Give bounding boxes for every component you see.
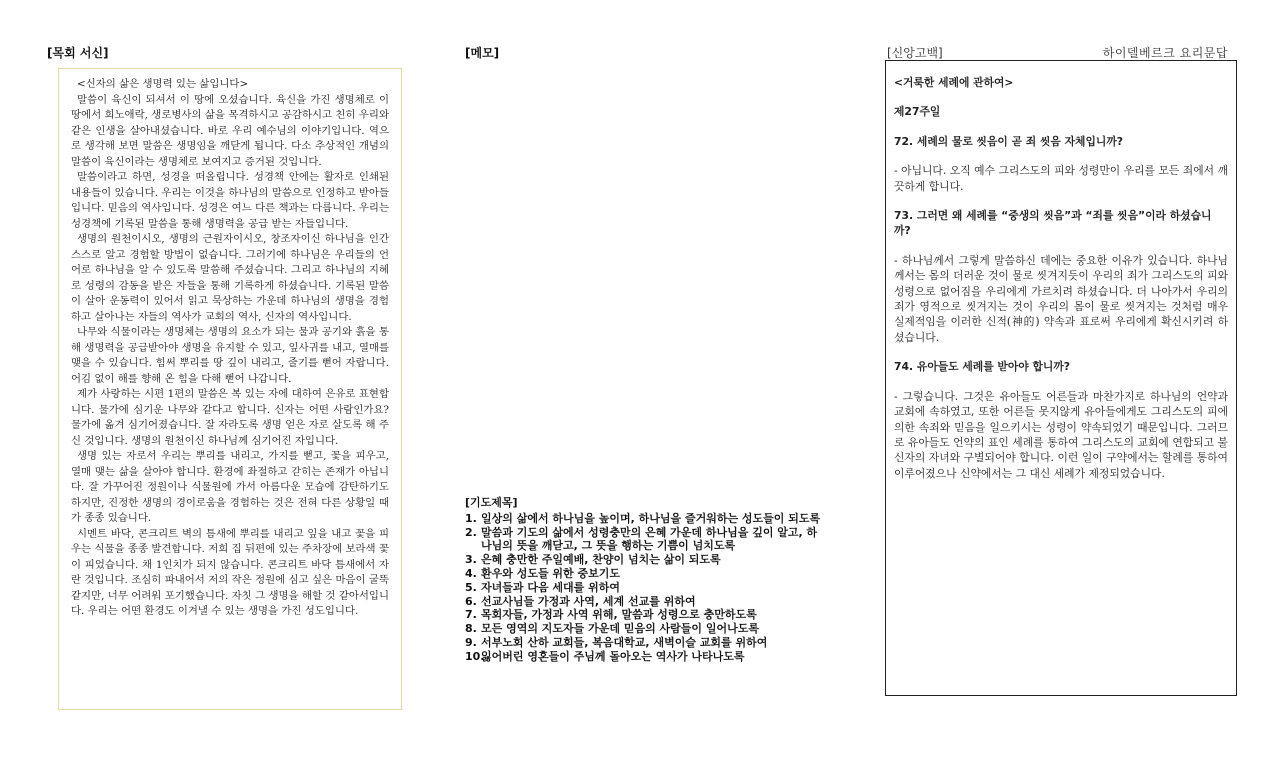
creed-answer: - 하나님께서 그렇게 말씀하신 데에는 중요한 이유가 있습니다. 하나님께서는 몸의 더러운 것이 물로 씻겨지듯이 우리의 죄가 그리스도의 피와 성령으로 없어짐을 우리에게 가르치려 하셨습니다. 더 나아가서 우리의 죄가 영적으로 씻겨지는 것이 우리의 몸이 물로 씻겨지는 것처럼 매우 실제적임을 이러한 신적(神的) 약속과 표로써 우리에게 확신시키려 하셨습니다. [894, 253, 1228, 344]
prayer-text: 일상의 삶에서 하나님을 높이며, 하나님을 즐거워하는 성도들이 되도록 [481, 511, 821, 525]
pastor-letter-paragraph: 말씀이 육신이 되셔서 이 땅에 오셨습니다. 육신을 가진 생명체로 이 땅에서 희노애락, 생로병사의 삶을 목격하시고 공감하시고 친히 우리와 같은 인생을 살아내셨습니다. 바로 우리 예수님의 이야기입니다. 역으로 생각해 보면 말씀은 생명임을 깨닫게 됩니다. 다소 추상적인 개념의 말씀이 육신이라는 생명체로 보여지고 증거된 것입니다. [71, 93, 389, 168]
prayer-text: 환우와 성도들 위한 중보기도 [481, 566, 620, 580]
pastor-letter-paragraph: 말씀이라고 하면, 성경을 떠올립니다. 성경책 안에는 활자로 인쇄된 내용들이 있습니다. 우리는 이것을 하나님의 말씀으로 인정하고 받아들입니다. 믿음의 역사입니다. 성경은 여느 다른 책과는 다릅니다. 우리는 성경책에 기록된 말씀을 통해 생명력을 공급 받는 자들입니다. [71, 171, 389, 230]
creed-source: 하이델베르크 요리문답 [1102, 46, 1228, 60]
pastor-letter-heading: [목회 서신] [47, 46, 109, 60]
prayer-item [465, 567, 825, 581]
creed-question: 73. 그러면 왜 세례를 “중생의 씻음”과 “죄를 씻음”이라 하셨습니까? [894, 209, 1212, 238]
prayer-text: 말씀과 기도의 삶에서 성령충만의 은혜 가운데 하나님을 깊이 알고, 하나님의 뜻을 깨닫고, 그 뜻을 행하는 기쁨이 넘치도록 [481, 525, 818, 553]
prayer-item [465, 608, 825, 622]
prayer-number: 10. [465, 649, 485, 663]
prayer-item [465, 595, 825, 609]
prayer-text: 잃어버린 영혼들이 주님께 돌아오는 역사가 나타나도록 [481, 649, 745, 663]
prayer-text: 은혜 충만한 주일예배, 찬양이 넘치는 삶이 되도록 [481, 553, 721, 567]
prayer-number: 9. [465, 635, 477, 649]
prayer-number: 7. [465, 608, 477, 622]
pastor-letter-paragraph: 제가 사랑하는 시편 1편의 말씀은 복 있는 자에 대하여 은유로 표현합니다. 물가에 심기운 나무와 같다고 합니다. 신자는 어떤 사람인가요? 물가에 옮겨 심기어졌습니다. 잘 자라도록 생명 얻은 자로 살도록 해 주신 것입니다. 생명의 원천이신 하나님께 심기어진 자입니다. [71, 388, 389, 447]
prayer-text: 자녀들과 다음 세대를 위하여 [481, 580, 620, 594]
pastor-letter-title: <신자의 삶은 생명력 있는 삶입니다> [77, 78, 249, 90]
prayer-text: 모든 영역의 지도자들 가운데 믿음의 사람들이 일어나도록 [481, 622, 759, 636]
prayer-item [465, 553, 825, 567]
creed-question: 72. 세례의 물로 씻음이 곧 죄 씻음 자체입니까? [894, 134, 1124, 148]
creed-week: 제27주일 [894, 105, 941, 119]
prayer-number: 1. [465, 511, 477, 525]
prayer-item [465, 622, 825, 636]
pastor-letter-paragraph: 생명 있는 자로서 우리는 뿌리를 내리고, 가지를 뻗고, 꽃을 피우고, 열매 맺는 삶을 살아야 합니다. 환경에 좌절하고 갇히는 존재가 아닙니다. 잘 가꾸어진 정원이나 식물원에 가서 아름다운 모습에 감탄하기도 하지만, 진정한 생명의 경이로움을 경험하는 것은 전혀 다른 상황일 때가 종종 있습니다. [71, 450, 389, 524]
prayer-number: 2. [465, 525, 477, 539]
pastor-letter-paragraph: 시멘트 바닥, 콘크리트 벽의 틈새에 뿌리를 내리고 잎을 내고 꽃을 피우는 식물을 종종 발견합니다. 저희 집 뒤편에 있는 주차장에 보라색 꽃이 피었습니다. 채 1인치가 되지 않습니다. 콘크리트 바닥 틈새에서 자란 것입니다. 조심히 파내어서 저의 작은 정원에 심고 싶은 마음이 굴뚝같지만, 너무 어려워 포기했습니다. 자칫 그 생명을 해할 것 같아서입니다. 우리는 어떤 환경도 이겨낼 수 있는 생명을 가진 성도입니다. [71, 527, 389, 617]
prayer-item [465, 512, 825, 526]
prayer-section [465, 496, 825, 664]
memo-heading: [메모] [465, 46, 500, 60]
creed-heading: [신앙고백] [887, 46, 943, 60]
creed-title: <거룩한 세례에 관하여> [894, 76, 1014, 89]
creed-box [885, 60, 1237, 696]
creed-question: 74. 유아들도 세례를 받아야 합니까? [894, 360, 1071, 374]
prayer-text: 서부노회 산하 교회들, 복음대학교, 새벽이슬 교회를 위하여 [481, 635, 768, 649]
pastor-letter-box [58, 68, 402, 710]
creed-answer: - 아닙니다. 오직 예수 그리스도의 피와 성령만이 우리를 모든 죄에서 깨끗하게 합니다. [894, 164, 1228, 193]
prayer-item [465, 636, 825, 650]
prayer-number: 8. [465, 622, 477, 636]
prayer-number: 3. [465, 553, 477, 567]
prayer-text: 선교사님들 가정과 사역, 세계 선교를 위하여 [481, 594, 696, 608]
prayer-list [465, 512, 825, 664]
prayer-number: 5. [465, 580, 477, 594]
prayer-item [465, 526, 825, 554]
pastor-letter-paragraph: 나무와 식물이라는 생명체는 생명의 요소가 되는 물과 공기와 흙을 통해 생명력을 공급받아야 생명을 유지할 수 있고, 잎사귀를 내고, 열매를 맺을 수 있습니다. 힘써 뿌리를 땅 깊이 내리고, 줄기를 뻗어 자랍니다. 어김 없이 해를 향해 온 힘을 다해 뻗어 나갑니다. [71, 326, 389, 385]
creed-answer: - 그렇습니다. 그것은 유아들도 어른들과 마찬가지로 하나님의 언약과 교회에 속하였고, 또한 어른들 못지않게 유아들에게도 그리스도의 피에 의한 속죄와 믿음을 일으키시는 성령이 약속되었기 때문입니다. 그러므로 유아들도 언약의 표인 세례를 통하여 그리스도의 교회에 연합되고 불신자의 자녀와 구별되어야 합니다. 이런 일이 구약에서는 할례를 통하여 이루어졌으나 신약에서는 그 대신 세례가 제정되었습니다. [894, 389, 1228, 480]
pastor-letter-paragraph: 생명의 원천이시오, 생명의 근원자이시오, 창조자이신 하나님을 인간 스스로 알고 경험할 방법이 없습니다. 그러기에 하나님은 우리들의 언어로 하나님을 알 수 있도록 말씀해 주셨습니다. 그리고 하나님의 지혜로 성령의 감동을 받은 자들을 통해 기록하게 하셨습니다. 기록된 말씀이 살아 운동력이 있어서 읽고 묵상하는 가운데 하나님의 생명을 경험하고 살아나는 자들의 역사가 교회의 역사, 신자의 역사입니다. [71, 233, 389, 323]
prayer-title: [기도제목] [465, 496, 518, 509]
prayer-item [465, 581, 825, 595]
prayer-text: 목회자들, 가정과 사역 위해, 말씀과 성령으로 충만하도록 [481, 608, 757, 622]
prayer-number: 4. [465, 566, 477, 580]
prayer-item [465, 650, 825, 664]
prayer-number: 6. [465, 594, 477, 608]
